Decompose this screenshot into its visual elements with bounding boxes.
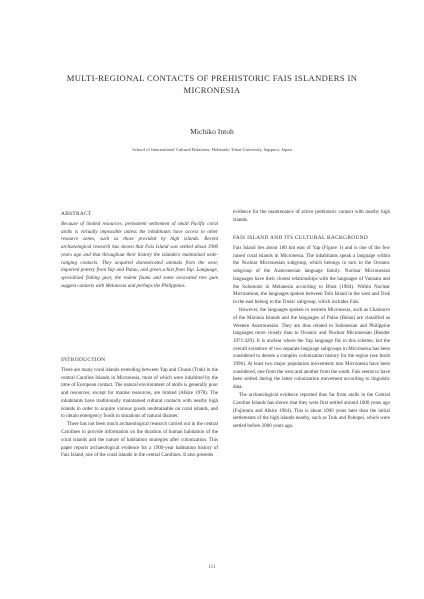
paper-title-line-2: MICRONESIA [183, 84, 241, 95]
page-number: 111 [208, 565, 216, 570]
fais-paragraph-2: However, the languages spoken in western Micronesia, such as Chamorro of the Mariana Islands and the languages of Palau (Belau) are classified as Western Austronesian. They are thus related to Indonesian and Philippine languages more closely than to Oceanic and Nuclear Micronesian (Bender 1971:429). It is unclear where the Yap language fits in this scheme, but the overall existence of two separate language subgroups in Micronesia has been considered to denote a complex colonization history for the region (see Intoh 1996). At least two major population movements into Micronesia have been considered, one from the west and another from the south. Fais seems to have been settled during the latter colonization movement according to linguistic data. [233, 307, 390, 391]
author-name: Michiko Intoh [190, 127, 234, 136]
abstract-heading: ABSTRACT [61, 211, 92, 217]
continuation-text: evidence for the maintenance of active prehistoric contact with nearby high islands. [233, 209, 390, 223]
fais-section-body [233, 245, 390, 556]
abstract-text: Because of limited resources, permanent settlement of small Pacific coral atolls is virtually impossible unless the inhabitants have access to other resource zones, such as those provided by high islands. Recent archaeological research has shown that Fais Island was settled about 1900 years ago and that throughout their history the islanders maintained wide-ranging contacts. They acquired domesticated animals from the west, imported pottery from Yap and Palau, and green schist from Yap. Language, specialised fishing gear, the rodent fauna and some excavated tree gum suggest contacts with Melanesia and perhaps the Philippines. [61, 221, 218, 289]
fais-paragraph-1: Fais Island lies about 180 km east of Yap (Figure 1) and is one of the few raised coral islands in Micronesia. The inhabitants speak a language within the Nuclear Micronesian subgroup, which belongs in turn to the Oceanic subgroup of the Austronesian language family. Nuclear Micronesian languages have their closest relationships with the languages of Vanuatu and the Solomons in Melanesia according to Blust (1984). Within Nuclear Micronesian, the languages spoken between Tobi Island in the west and Truk in the east belong to the Trukic subgroup, which includes Fais. [233, 245, 390, 305]
intro-paragraph-1: There are many coral islands extending between Yap and Chuuk (Truk) in the central Caroline Islands in Micronesia, most of which were inhabited by the time of European contact. The natural environment of atolls is generally poor and resources, except for marine resources, are limited (Alkire 1978). The inhabitants have traditionally maintained cultural contacts with nearby high islands in order to acquire various goods unobtainable on coral islands, and to obtain emergency foods in situations of natural disaster. [61, 367, 218, 420]
intro-paragraph-2: There has not been much archaeological research carried out in the central Carolines to provide information on the duration of human habitation of the coral islands and the nature of habitation strategies after colonization. This paper reports archaeological evidence for a 1900-year habitation history of Fais Island, one of the coral islands in the central Carolines. It also presents [61, 421, 218, 459]
author-affiliation: School of International Cultural Relations, Hokkaido Tokai University, Sapporo, Japan [132, 147, 292, 152]
abstract-body [61, 221, 218, 345]
paper-title-line-1: MULTI-REGIONAL CONTACTS OF PREHISTORIC FAIS ISLANDERS IN [66, 73, 358, 83]
paper-title [40, 73, 384, 96]
introduction-heading: INTRODUCTION [61, 357, 106, 363]
introduction-body [61, 367, 218, 555]
fais-section-heading: FAIS ISLAND AND ITS CULTURAL BACKGROUND [233, 235, 369, 241]
right-column-continuation [233, 209, 390, 226]
fais-paragraph-3: The archaeological evidence reported thus far from atolls in the Central Caroline Islands has shown that they were first settled around 1000 years ago (Fujimura and Alkire 1984). This is about 1000 years later than the initial settlements of the high islands nearby, such as Truk and Pohnpei, which were settled before 2000 years ago. [233, 392, 390, 430]
